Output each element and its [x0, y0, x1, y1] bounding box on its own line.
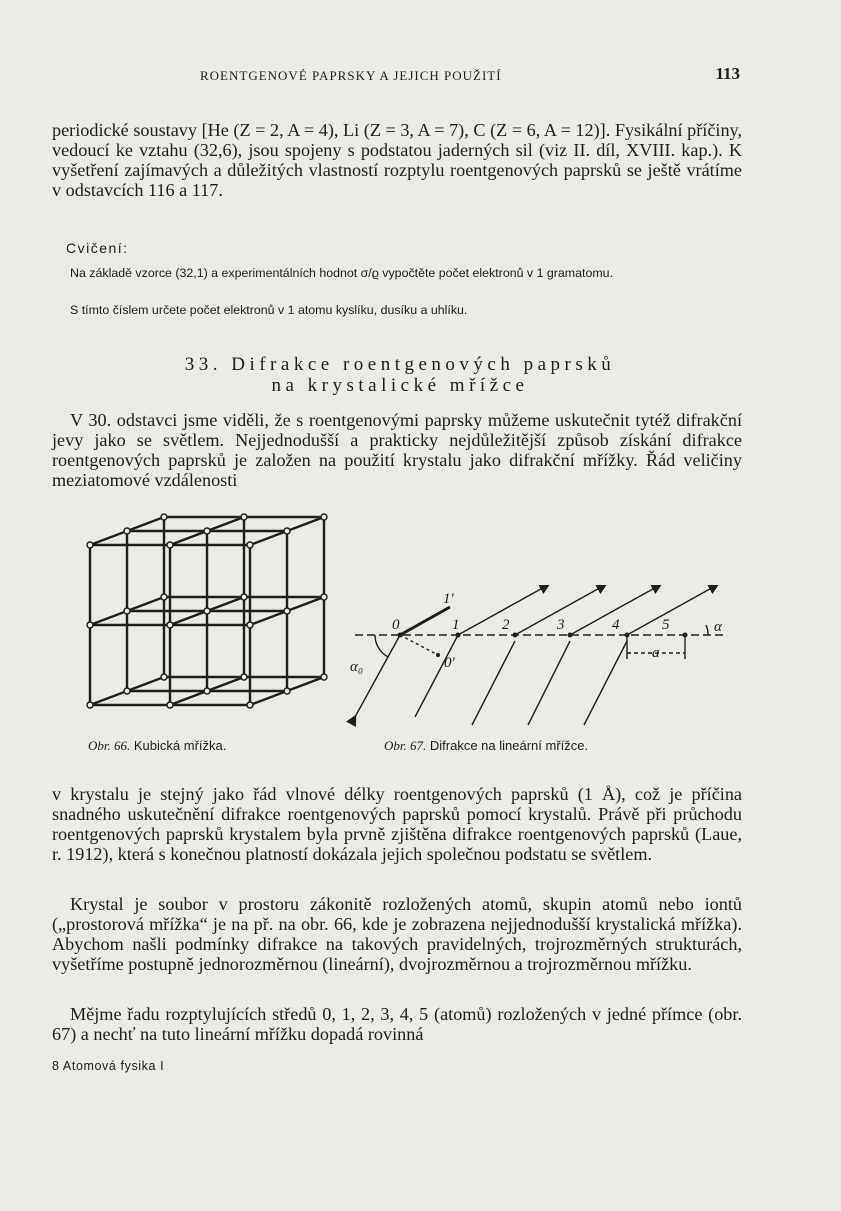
figure-67-linear-lattice [340, 585, 740, 735]
fig67-point-label: 3 [557, 617, 565, 633]
fig67-alpha0: α₀ [350, 659, 364, 675]
paragraph-linear-lattice: Mějme řadu rozptylujících středů 0, 1, 2, 3, 4, 5 (atomů) rozložených v jedné přímce (obr. 67) a nechť na tuto lineární mřížku dopadá rovinná [52, 1004, 742, 1044]
fig67-label-0-prime: 0' [444, 655, 455, 671]
figure-66-label: Obr. 66. [88, 738, 131, 753]
intro-paragraph: periodické soustavy [He (Z = 2, A = 4), Li (Z = 3, A = 7), C (Z = 6, A = 12)]. Fysikální příčiny, vedoucí ke vztahu (32,6), jsou spojeny s podstatou jaderných sil (viz II. díl, XVIII. kap.). K vyšetření zajímavých a důležitých vlastností rozptylu roentgenových paprsků se ještě vrátíme v odstavcích 116 a 117. [52, 120, 742, 200]
page-number: 113 [715, 64, 740, 83]
paragraph-diffraction-intro: V 30. odstavci jsme viděli, že s roentgenovými paprsky můžeme uskutečnit tytéž difrakční jevy jako se světlem. Nejjednodušší a prakticky nejdůležitější způsob získání difrakce roentgenových paprsků je založen na použití krystalu jako difrakční mřížky. Řád veličiny meziatomové vzdálenosti [52, 410, 742, 490]
exercises-heading: Cvičení: [66, 240, 129, 256]
page-footer: 8 Atomová fysika I [52, 1059, 165, 1073]
fig67-alpha: α [714, 619, 722, 635]
figure-67-caption-text: Difrakce na lineární mřížce. [429, 738, 589, 753]
running-title: ROENTGENOVÉ PAPRSKY A JEJICH POUŽITÍ [200, 68, 502, 83]
paragraph-crystal-definition: Krystal je soubor v prostoru zákonitě rozložených atomů, skupin atomů nebo iontů („prostorová mřížka“ je na př. na obr. 66, kde je zobrazena nejjednodušší krystalická mřížka). Abychom našli podmínky difrakce na takových pravidelných, trojrozměrných strukturách, vyšetříme postupně jednorozměrnou (lineární), dvojrozměrnou a trojrozměrnou mřížku. [52, 894, 742, 974]
paragraph-crystal-wavelength: v krystalu je stejný jako řád vlnové délky roentgenových paprsků (1 Å), což je příčina snadného uskutečnění difrakce roentgenových paprsků pomocí krystalů. Právě při průchodu roentgenových paprsků krystalem byla prvně zjištěna difrakce roentgenových paprsků (Laue, r. 1912), která s konečnou platností dokázala jejich společnou podstatu se světlem. [52, 784, 742, 864]
fig67-spacing: a [652, 645, 660, 661]
fig67-label-1-prime: 1' [443, 591, 454, 607]
figure-66-cubic-lattice [80, 510, 340, 730]
section-title-line-2: na krystalické mřížce [271, 375, 529, 396]
figure-66-caption-text: Kubická mřížka. [133, 738, 227, 753]
running-header [200, 64, 740, 88]
figure-66-caption [88, 738, 226, 754]
figure-67-label: Obr. 67. [384, 738, 427, 753]
exercise-item-1: Na základě vzorce (32,1) a experimentálních hodnot σ/ϱ vypočtěte počet elektronů v 1 gramatomu. [70, 266, 614, 280]
section-title [120, 354, 680, 396]
section-title-line-1: 33. Difrakce roentgenových paprsků [184, 354, 616, 375]
fig67-point-label: 4 [612, 617, 620, 633]
fig67-point-label: 1 [452, 617, 460, 633]
figure-67-caption [384, 738, 588, 754]
fig67-point-label: 0 [392, 617, 400, 633]
fig67-point-label: 2 [502, 617, 510, 633]
exercise-item-2: S tímto číslem určete počet elektronů v 1 atomu kyslíku, dusíku a uhlíku. [70, 303, 468, 317]
fig67-point-label: 5 [662, 617, 670, 633]
